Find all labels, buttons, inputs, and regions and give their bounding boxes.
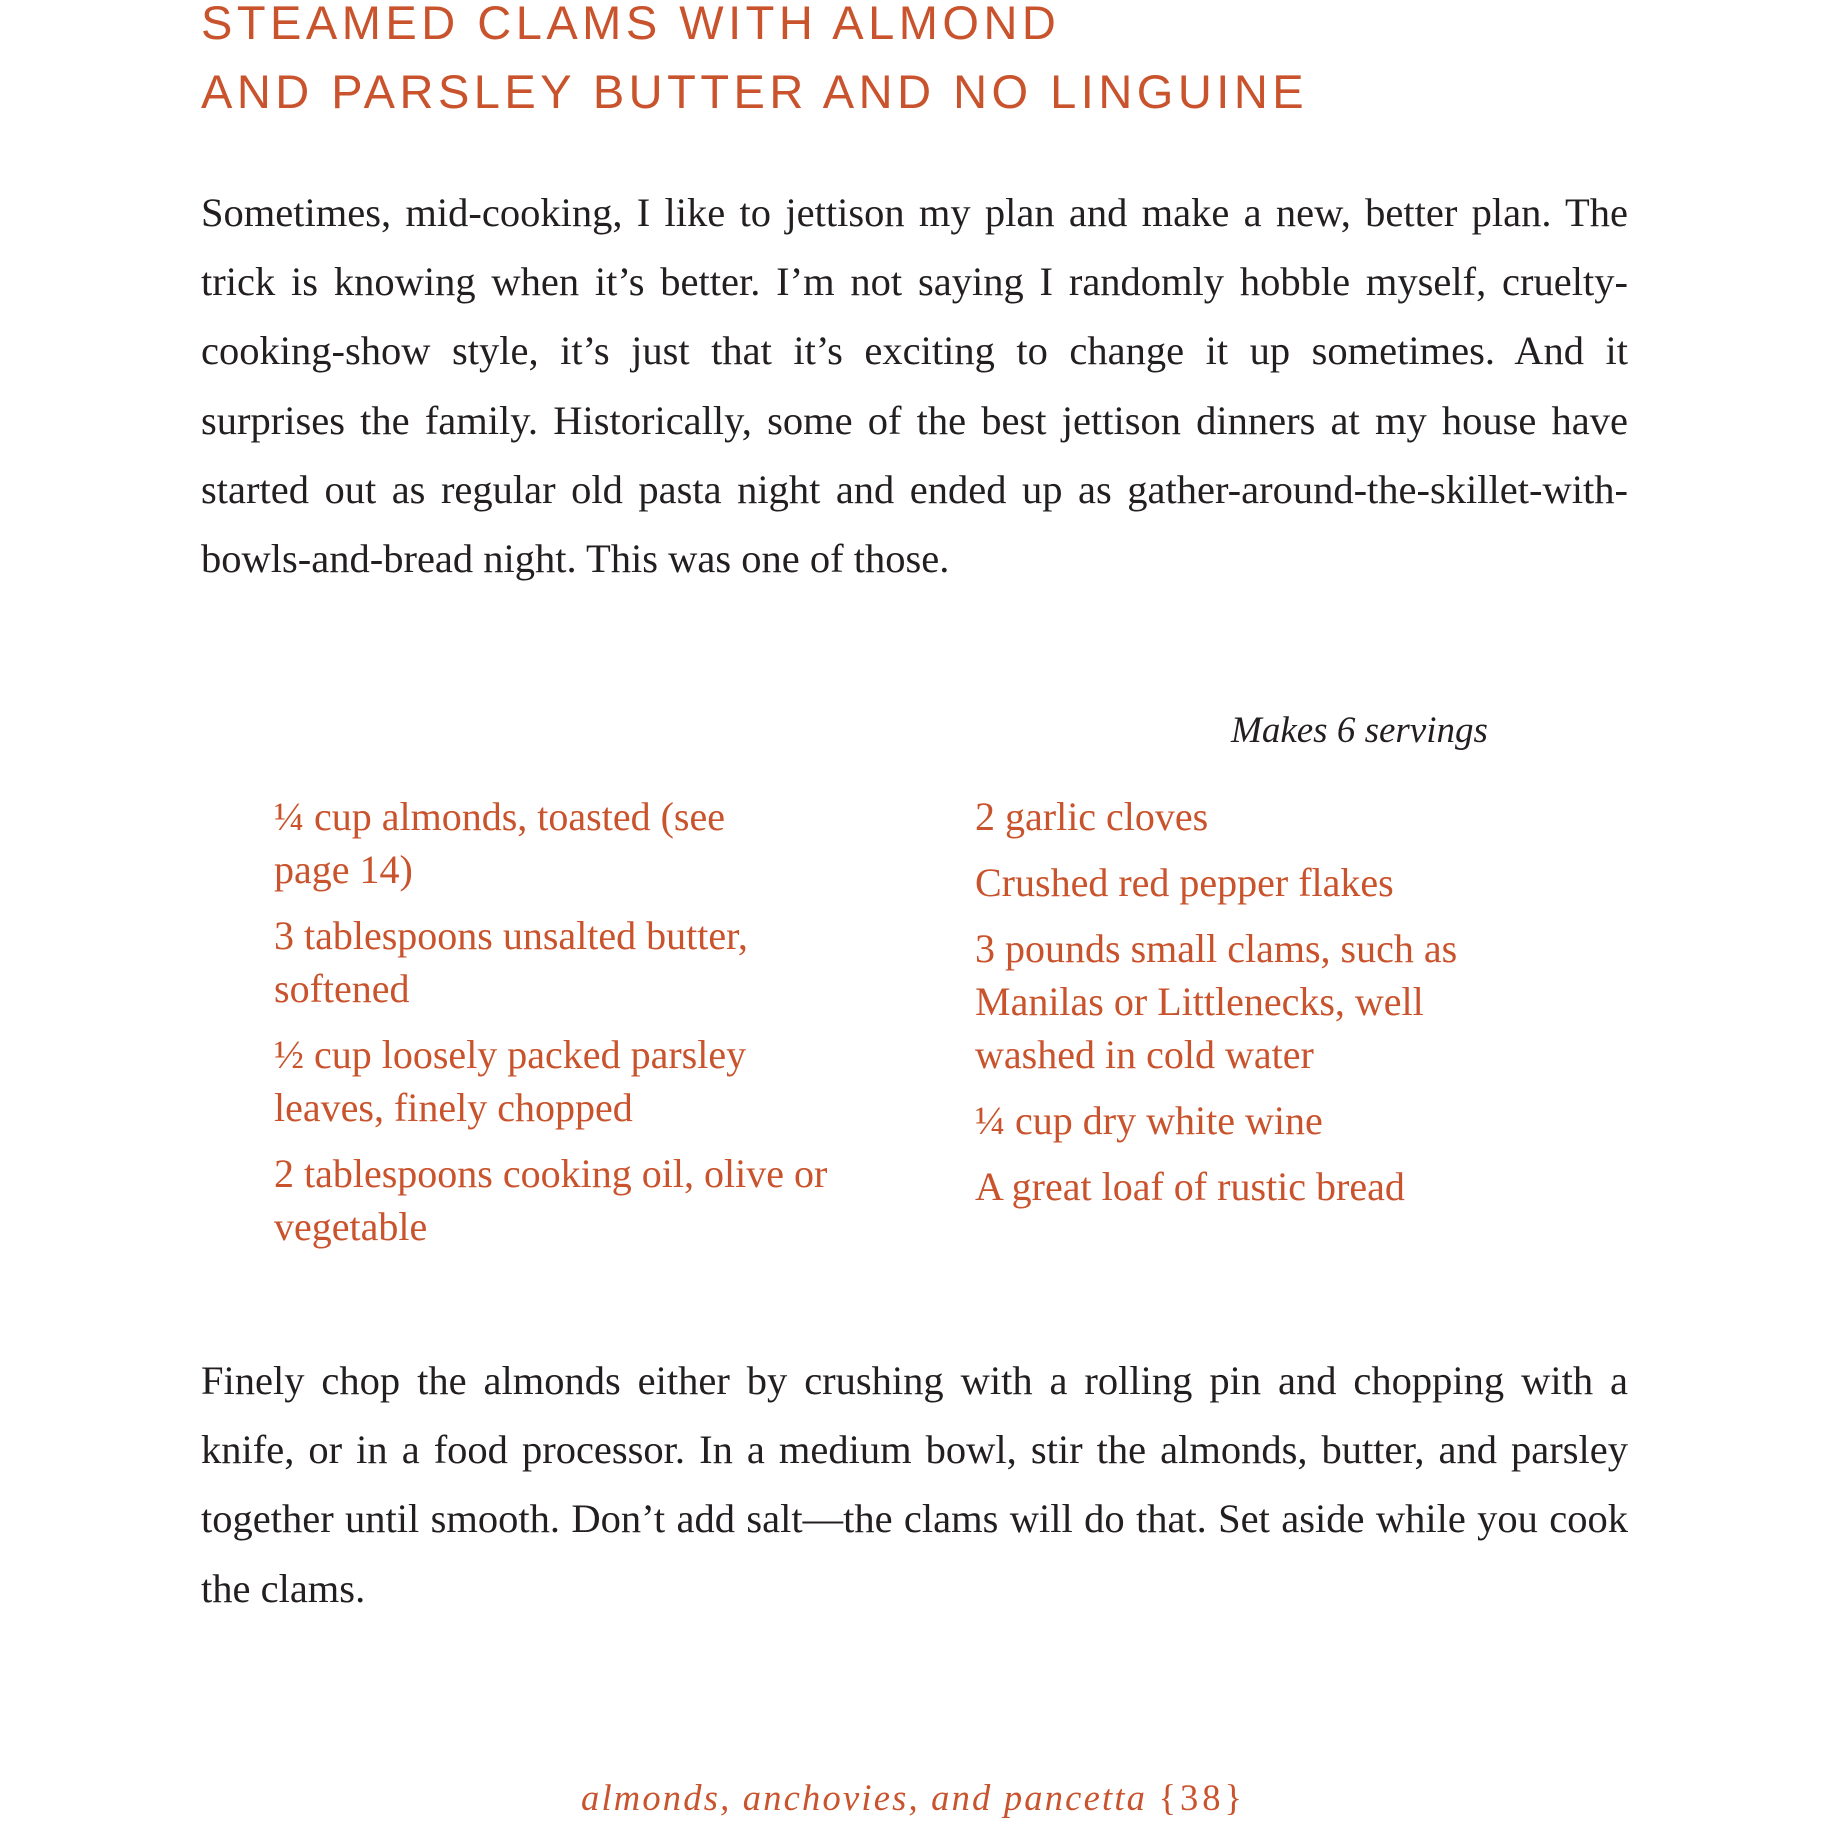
footer-section-title: almonds, anchovies, and pancetta xyxy=(581,1777,1148,1818)
ingredient-item xyxy=(274,1147,827,1253)
ingredient-item xyxy=(274,1028,827,1134)
ingredient-line: leaves, finely chopped xyxy=(274,1085,633,1130)
recipe-title-line: STEAMED CLAMS WITH ALMOND xyxy=(201,0,1061,49)
ingredient-line: softened xyxy=(274,966,410,1011)
ingredient-list-left xyxy=(274,790,827,1266)
ingredient-item xyxy=(975,1094,1457,1147)
ingredient-line: Crushed red pepper flakes xyxy=(975,860,1394,905)
page-number: {38} xyxy=(1158,1777,1246,1818)
ingredient-list-right xyxy=(975,790,1457,1226)
ingredient-line: 3 pounds small clams, such as xyxy=(975,926,1458,971)
ingredient-line: vegetable xyxy=(274,1204,428,1249)
ingredient-line: ¼ cup almonds, toasted (see xyxy=(274,794,725,839)
ingredient-line: Manilas or Littlenecks, well xyxy=(975,979,1424,1024)
recipe-method: Finely chop the almonds either by crushing with a rolling pin and chopping with a knife, or in a food processor. In a medium bowl, stir the almonds, butter, and parsley together until smooth. Don’t add salt—the clams will do that. Set aside while you cook the clams. xyxy=(201,1358,1628,1611)
ingredient-line: page 14) xyxy=(274,847,413,892)
ingredient-item xyxy=(975,1160,1457,1213)
recipe-title xyxy=(201,0,1308,126)
recipe-intro: Sometimes, mid-cooking, I like to jettison my plan and make a new, better plan. The trick is knowing when it’s better. I’m not saying I randomly hobble myself, cruelty-cooking-show style, it’s just that it’s exciting to change it up sometimes. And it surprises the family. Historically, some of the best jettison dinners at my house have started out as regular old pasta night and ended up as gather-around-the-skillet-with-bowls-and-bread night. This was one of those. xyxy=(201,190,1628,582)
ingredient-line: ¼ cup dry white wine xyxy=(975,1098,1323,1143)
ingredient-line: ½ cup loosely packed parsley xyxy=(274,1032,747,1077)
ingredient-item xyxy=(274,790,827,896)
ingredient-line: 2 garlic cloves xyxy=(975,794,1209,839)
page-footer xyxy=(0,1775,1827,1821)
ingredient-line: A great loaf of rustic bread xyxy=(975,1164,1405,1209)
ingredient-item xyxy=(975,790,1457,843)
ingredient-line: washed in cold water xyxy=(975,1032,1314,1077)
ingredient-item xyxy=(975,922,1457,1081)
recipe-title-line: AND PARSLEY BUTTER AND NO LINGUINE xyxy=(201,65,1309,118)
ingredient-item xyxy=(975,856,1457,909)
ingredient-line: 3 tablespoons unsalted butter, xyxy=(274,913,748,958)
recipe-yield: Makes 6 servings xyxy=(1231,710,1488,751)
ingredient-item xyxy=(274,909,827,1015)
ingredient-line: 2 tablespoons cooking oil, olive or xyxy=(274,1151,828,1196)
